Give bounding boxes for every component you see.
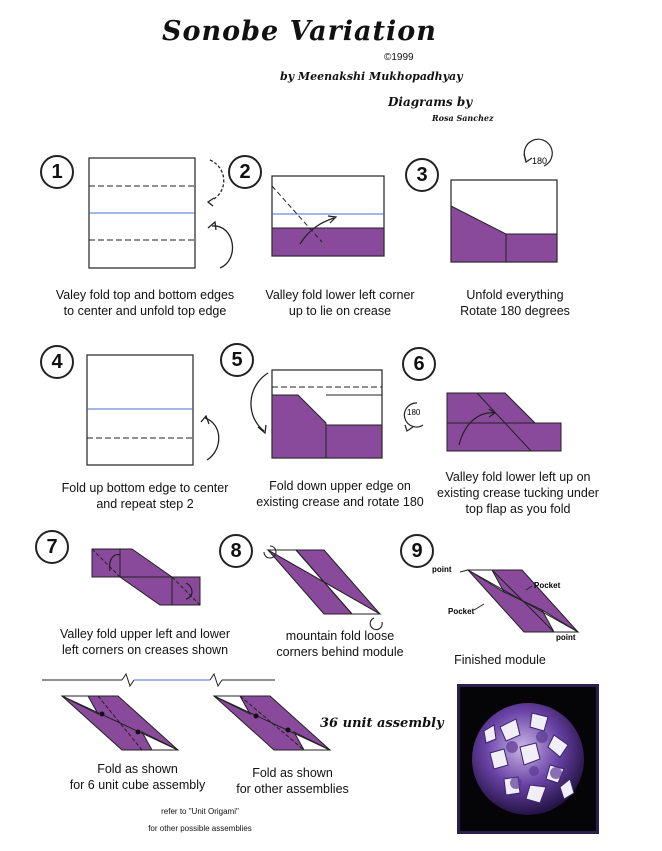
step-2-caption: Valley fold lower left corner up to lie on crease bbox=[265, 288, 415, 318]
step-number-2: 2 bbox=[228, 155, 262, 189]
step-number-5: 5 bbox=[220, 343, 254, 377]
cube-assembly-module-diagram bbox=[58, 692, 183, 754]
step-8-caption: mountain fold loose corners behind module bbox=[276, 629, 404, 659]
unit-assembly-label: 36 unit assembly bbox=[320, 716, 444, 731]
step-number-7: 7 bbox=[35, 530, 69, 564]
other-assembly-caption: Fold as shown for other assemblies bbox=[236, 766, 349, 796]
step-3-diagram bbox=[448, 140, 563, 265]
step-7-diagram bbox=[90, 545, 210, 615]
step-9-diagram bbox=[430, 560, 590, 645]
step-number-6: 6 bbox=[402, 347, 436, 381]
step-6-rotate-label: 180 bbox=[407, 408, 421, 417]
refer-note: refer to "Unit Origami" for other possible assemblies bbox=[148, 807, 252, 833]
pocket-label-right: Pocket bbox=[534, 581, 561, 590]
step-1-diagram bbox=[80, 150, 250, 275]
step-number-3: 3 bbox=[405, 158, 439, 192]
diagrams-label: Diagrams by bbox=[388, 95, 473, 109]
step-number-1: 1 bbox=[40, 155, 74, 189]
step-3-rotate-label: 180 bbox=[532, 156, 548, 166]
point-label-top: point bbox=[432, 565, 452, 574]
other-assembly-module-diagram bbox=[210, 692, 335, 754]
step-7-caption: Valley fold upper left and lower left corners on creases shown bbox=[59, 627, 230, 657]
fold-line-divider bbox=[40, 672, 280, 688]
point-label-bottom: point bbox=[556, 633, 576, 642]
pocket-label-left: Pocket bbox=[448, 607, 475, 616]
author-credit: by Meenakshi Mukhopadhyay bbox=[280, 70, 463, 83]
diagrams-author: Rosa Sanchez bbox=[432, 113, 494, 123]
step-2-diagram bbox=[270, 172, 390, 262]
page-title: Sonobe Variation bbox=[162, 16, 437, 47]
step-4-caption: Fold up bottom edge to center and repeat step 2 bbox=[61, 481, 229, 511]
assembly-photo-image bbox=[460, 687, 596, 831]
step-8-diagram bbox=[258, 538, 388, 628]
step-1-caption: Valey fold top and bottom edges to center and unfold top edge bbox=[55, 288, 235, 318]
cube-assembly-caption: Fold as shown for 6 unit cube assembly bbox=[69, 762, 206, 792]
step-9-caption: Finished module bbox=[454, 653, 546, 667]
step-5-caption: Fold down upper edge on existing crease and rotate 180 bbox=[256, 479, 424, 509]
copyright: ©1999 bbox=[384, 52, 414, 63]
step-4-diagram bbox=[85, 352, 235, 467]
step-6-diagram bbox=[395, 385, 570, 455]
step-3-caption: Unfold everything Rotate 180 degrees bbox=[460, 288, 570, 318]
step-6-caption: Valley fold lower left up on existing crease tucking under top flap as you fold bbox=[437, 470, 599, 516]
step-number-8: 8 bbox=[219, 534, 253, 568]
step-number-4: 4 bbox=[40, 345, 74, 379]
assembly-photo bbox=[457, 684, 599, 834]
step-number-9: 9 bbox=[400, 534, 434, 568]
